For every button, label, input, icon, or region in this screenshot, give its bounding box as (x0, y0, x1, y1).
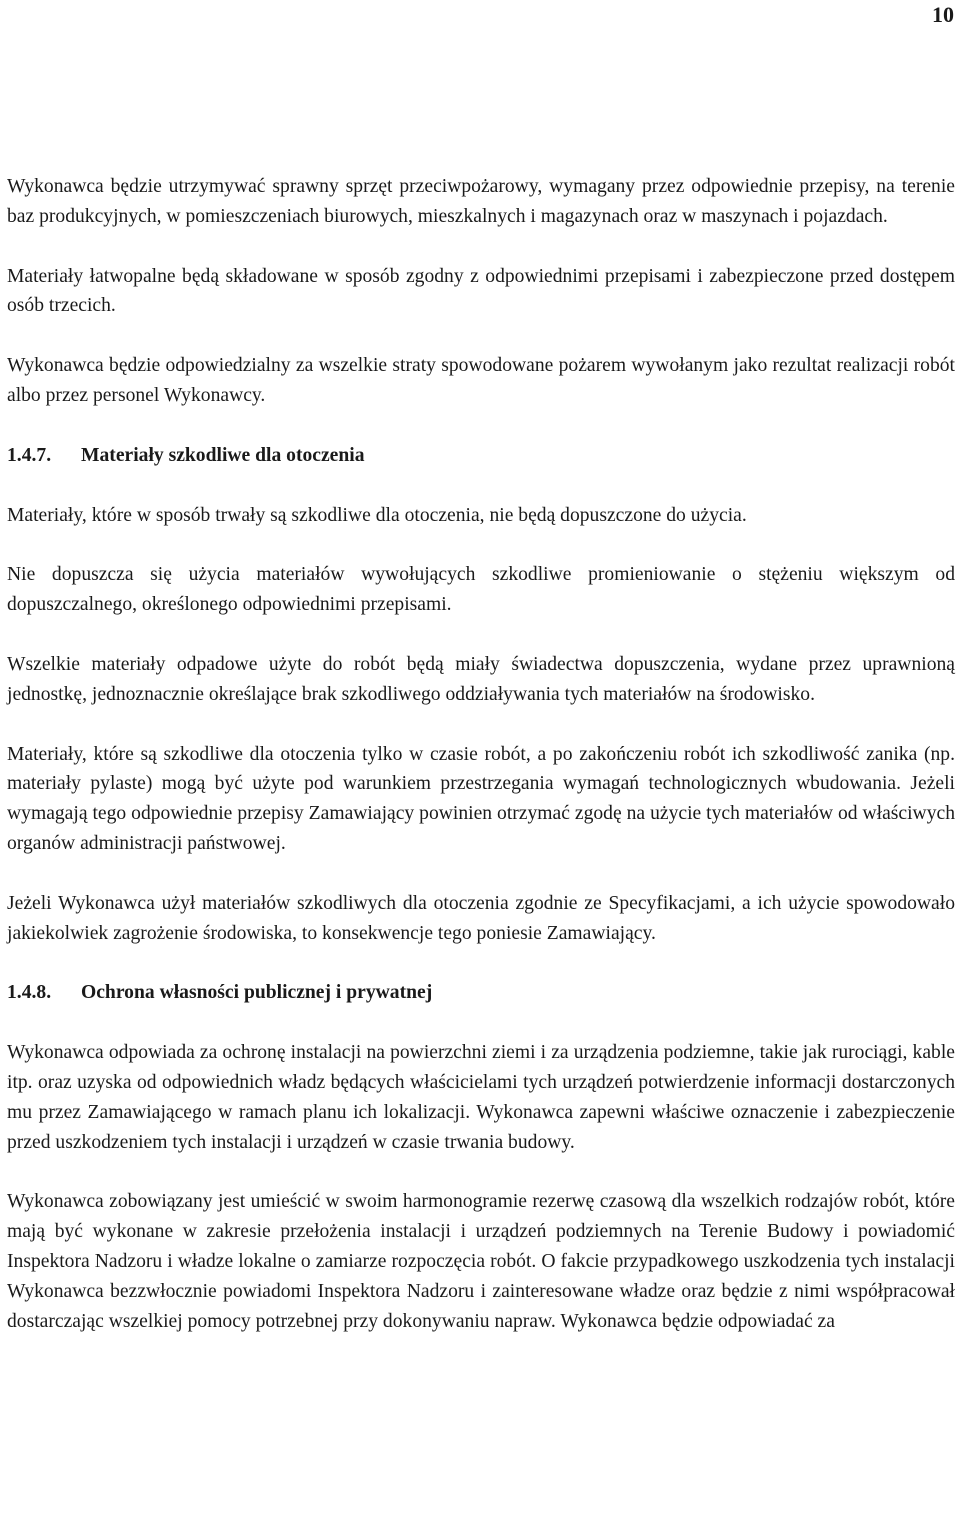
section-number: 1.4.8. (7, 982, 52, 1004)
section-number: 1.4.7. (7, 444, 52, 466)
document-body (7, 172, 955, 1336)
page-number: 10 (932, 2, 954, 27)
paragraph-radiation: Nie dopuszcza się użycia materiałów wywołujących szkodliwe promieniowanie o stężeniu większym od dopuszczalnego, określonego odpowiednimi przepisami. (7, 564, 955, 616)
paragraph-fire-liability: Wykonawca będzie odpowiedzialny za wszelkie straty spowodowane pożarem wywołanym jako rezultat realizacji robót albo przez personel Wykonawcy. (7, 355, 955, 406)
section-title: Ochrona własności publicznej i prywatnej (81, 982, 433, 1004)
section-heading-1-4-8 (7, 978, 955, 1008)
paragraph-flammable-materials: Materiały łatwopalne będą składowane w sposób zgodny z odpowiednimi przepisami i zabezpieczone przed dostępem osób trzecich. (7, 265, 955, 317)
paragraph-waste-materials: Wszelkie materiały odpadowe użyte do robót będą miały świadectwa dopuszczenia, wydane przez uprawnioną jednostkę, jednoznacznie określające brak szkodliwego oddziaływania tych materiałów na środowisko. (7, 653, 955, 705)
paragraph-harmful-materials: Materiały, które w sposób trwały są szkodliwe dla otoczenia, nie będą dopuszczone do użycia. (7, 504, 747, 526)
section-title: Materiały szkodliwe dla otoczenia (81, 444, 365, 466)
section-heading-1-4-7 (7, 441, 955, 471)
paragraph-schedule-reserve: Wykonawca zobowiązany jest umieścić w swoim harmonogramie rezerwę czasową dla wszelkich rodzajów robót, które mają być wykonane w zakresie przełożenia instalacji i urządzeń podziemnych na Terenie Budowy i powiadomić Inspektora Nadzoru i władze lokalne o zamiarze rozpoczęcia robót. O fakcie przypadkowego uszkodzenia tych instalacji Wykonawca bezzwłocznie powiadomi Inspektora Nadzoru i zainteresowane władze oraz będzie z nimi współpracował dostarczając wszelkiej pomocy potrzebnej przy dokonywaniu napraw. Wykonawca będzie odpowiadać za (7, 1191, 955, 1332)
paragraph-contractor-use: Jeżeli Wykonawca użył materiałów szkodliwych dla otoczenia zgodnie ze Specyfikacjami, a ich użycie spowodowało jakiekolwiek zagrożenie środowiska, to konsekwencje tego poniesie Zamawiający. (7, 892, 955, 944)
paragraph-temporary-harm: Materiały, które są szkodliwe dla otoczenia tylko w czasie robót, a po zakończeniu robót ich szkodliwość zanika (np. materiały pylaste) mogą być użyte pod warunkiem przestrzegania wymagań technologicznych wbudowania. Jeżeli wymagają tego odpowiednie przepisy Zamawiający powinien otrzymać zgodę na użycie tych materiałów od właściwych organów administracji państwowej. (7, 743, 955, 854)
paragraph-fire-equipment: Wykonawca będzie utrzymywać sprawny sprzęt przeciwpożarowy, wymagany przez odpowiednie przepisy, na terenie baz produkcyjnych, w pomieszczeniach biurowych, mieszkalnych i magazynach oraz w maszynach i pojazdach. (7, 176, 955, 227)
paragraph-installation-protection: Wykonawca odpowiada za ochronę instalacji na powierzchni ziemi i za urządzenia podziemne, takie jak rurociągi, kable itp. oraz uzyska od odpowiednich władz będących właścicielami tych urządzeń potwierdzenie informacji dostarczonych mu przez Zamawiającego w ramach planu ich lokalizacji. Wykonawca zapewni właściwe oznaczenie i zabezpieczenie przed uszkodzeniem tych instalacji i urządzeń w czasie trwania budowy. (7, 1042, 955, 1153)
